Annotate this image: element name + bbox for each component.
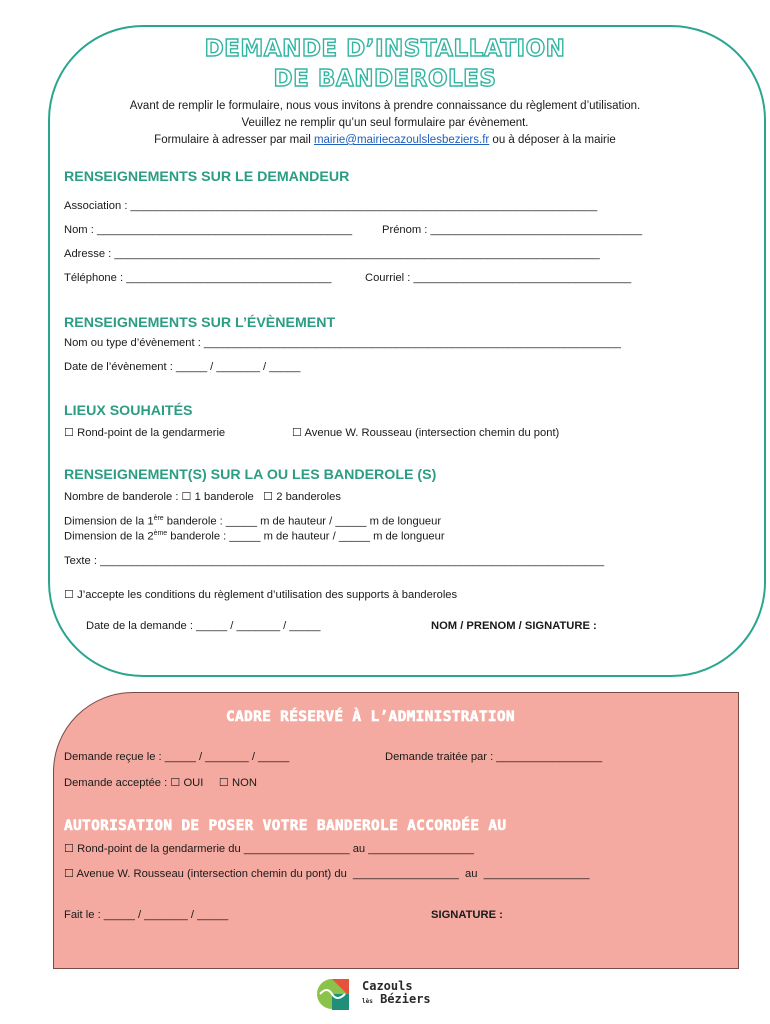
lieu-avenue-checkbox[interactable]: ☐ Avenue W. Rousseau (intersection chemin du pont) — [292, 427, 560, 439]
telephone-field[interactable]: Téléphone : _________________________________ — [64, 272, 332, 284]
association-field[interactable]: Association : ___________________________________________________________________________ — [64, 200, 598, 212]
logo-line2 — [362, 993, 431, 1008]
lieu-rond-point-checkbox[interactable]: ☐ Rond-point de la gendarmerie — [64, 427, 226, 439]
logo-small: lès — [362, 998, 373, 1005]
logo-beziers: Béziers — [380, 992, 431, 1006]
section-evenement-heading: RENSEIGNEMENTS SUR L’ÉVÈNEMENT — [64, 315, 336, 331]
autorisation-rond-point-field[interactable]: ☐ Rond-point de la gendarmerie du _________________ au _________________ — [64, 843, 475, 855]
demande-acceptee-field[interactable]: Demande acceptée : ☐ OUI ☐ NON — [64, 777, 257, 789]
accept-conditions-checkbox[interactable]: ☐ J’accepte les conditions du règlement d’utilisation des supports à banderoles — [64, 589, 458, 601]
texte-field[interactable]: Texte : _________________________________________________________________________________ — [64, 555, 605, 567]
intro-line2: Veuillez ne remplir qu’un seul formulaire par évènement. — [241, 117, 529, 129]
adresse-field[interactable]: Adresse : ______________________________________________________________________________ — [64, 248, 600, 260]
dim2-rest: banderole : _____ m de hauteur / _____ m de longueur — [167, 530, 445, 543]
admin-signature-label: SIGNATURE : — [431, 909, 503, 921]
dimension-1-field[interactable] — [64, 515, 441, 528]
intro-line1: Avant de remplir le formulaire, nous vous invitons à prendre connaissance du règlement d’utilisation. — [129, 100, 641, 112]
nom-field[interactable]: Nom : _________________________________________ — [64, 224, 353, 236]
autorisation-heading: AUTORISATION DE POSER VOTRE BANDEROLE ACCORDÉE AU — [64, 818, 507, 834]
page-title-line2: DE BANDEROLES — [273, 66, 497, 92]
signature-label: NOM / PRENOM / SIGNATURE : — [431, 620, 597, 632]
prenom-field[interactable]: Prénom : __________________________________ — [382, 224, 643, 236]
dim1-rest: banderole : _____ m de hauteur / _____ m de longueur — [163, 515, 442, 528]
dim2-label: Dimension de la 2 — [64, 530, 154, 543]
email-link[interactable]: mairie@mairiecazoulslesbeziers.fr — [313, 134, 490, 146]
dimension-2-field[interactable] — [64, 530, 445, 543]
demande-recue-field[interactable]: Demande reçue le : _____ / _______ / _____ — [64, 751, 290, 763]
date-demande-field[interactable]: Date de la demande : _____ / _______ / _____ — [86, 620, 321, 632]
nombre-banderole-field[interactable]: Nombre de banderole : ☐ 1 banderole ☐ 2 banderoles — [64, 491, 341, 503]
evenement-nom-field[interactable]: Nom ou type d’évènement : ___________________________________________________________________ — [64, 337, 621, 349]
dim1-sup: ère — [153, 515, 164, 522]
section-lieux-heading: LIEUX SOUHAITÉS — [64, 403, 193, 419]
courriel-field[interactable]: Courriel : ___________________________________ — [365, 272, 632, 284]
town-logo-text — [362, 980, 431, 1008]
admin-heading: CADRE RÉSERVÉ À L’ADMINISTRATION — [226, 709, 515, 725]
demande-traitee-field[interactable]: Demande traitée par : _________________ — [385, 751, 603, 763]
section-demandeur-heading: RENSEIGNEMENTS SUR LE DEMANDEUR — [64, 169, 350, 185]
section-banderoles-heading: RENSEIGNEMENT(S) SUR LA OU LES BANDEROLE (S) — [64, 467, 437, 483]
town-logo-icon — [315, 976, 355, 1012]
logo-line1: Cazouls — [362, 979, 413, 993]
autorisation-avenue-field[interactable]: ☐ Avenue W. Rousseau (intersection chemin du pont) du _________________ au _________________ — [64, 868, 590, 880]
fait-le-field[interactable]: Fait le : _____ / _______ / _____ — [64, 909, 229, 921]
intro-line3 — [0, 132, 770, 149]
dim1-label: Dimension de la 1 — [64, 515, 154, 528]
evenement-date-field[interactable]: Date de l’évènement : _____ / _______ / _____ — [64, 361, 301, 373]
dim2-sup: ème — [153, 530, 168, 537]
page-title-line1: DEMANDE D’INSTALLATION — [204, 36, 566, 62]
intro-line3-after: ou à déposer à la mairie — [489, 134, 616, 146]
intro-line3-before: Formulaire à adresser par mail — [154, 134, 314, 146]
